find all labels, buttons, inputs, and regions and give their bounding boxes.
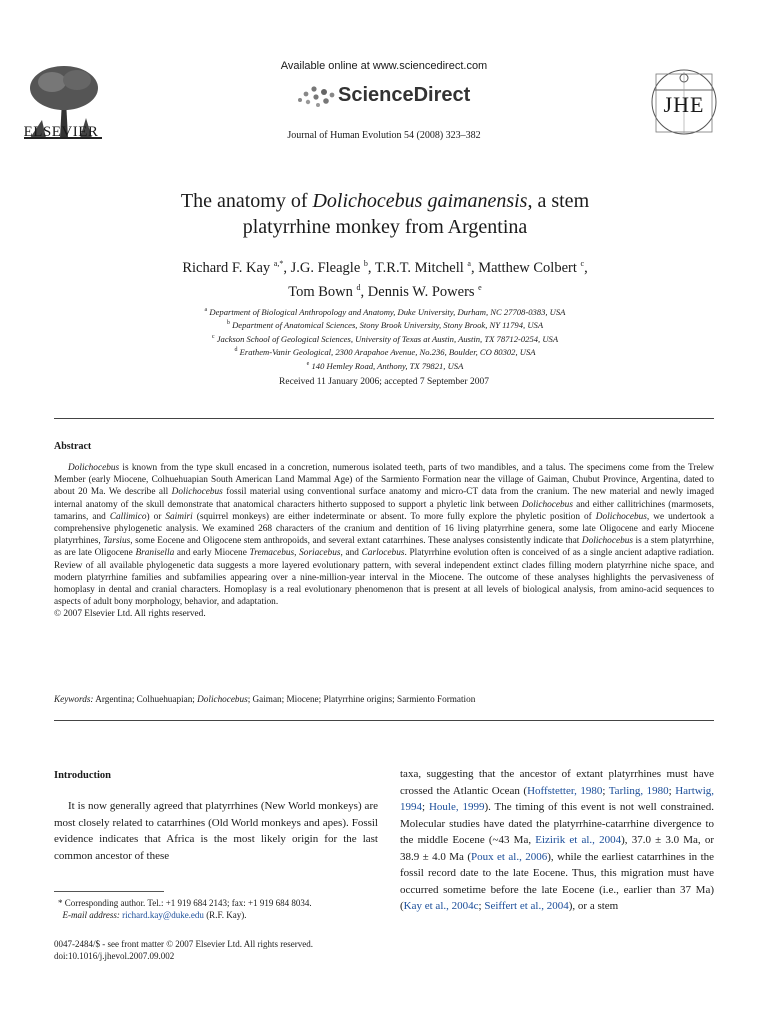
- taxon-name: Dolichocebus: [595, 511, 647, 522]
- abstract-text: ,: [294, 548, 300, 559]
- section-heading-introduction: Introduction: [54, 770, 111, 781]
- abstract-text: ) or: [146, 511, 166, 522]
- intro-text: ). The timing of this event is not well constrained. Molecular studies have dated the platyrrhine-catarrhine divergence to the middle Eocene (~43 Ma,: [400, 801, 715, 846]
- affiliation: $^e$ 140 Hemley Road, Anthony, TX 79821, USA: [306, 360, 464, 371]
- affiliation: $^c$ Jackson School of Geological Sciences, University of Texas at Austin, Austin, TX 78712-0254, USA: [211, 333, 559, 344]
- taxon-name: Saimiri: [165, 511, 193, 522]
- citation-link[interactable]: Hoffstetter, 1980: [527, 784, 603, 797]
- taxon-name: Dolichocebus: [521, 499, 573, 510]
- citation-link[interactable]: Kay et al., 2004c: [403, 900, 479, 912]
- affiliation: $^b$ Department of Anatomical Sciences, Stony Brook University, Stony Brook, NY 11794, USA: [226, 320, 544, 331]
- email-link[interactable]: richard.kay@duke.edu: [122, 910, 204, 920]
- intro-text: taxa, suggesting that the ancestor of extant platyrrhines must have crossed the Atlantic Ocean (: [400, 768, 714, 797]
- abstract-text: is known from the type skull encased in a concretion, numerous isolated teeth, parts of two mandibles, and a talus. The specimens come from the Trelew Member (early Miocene, Colhuehuapian South American Land Mammal Age) of the Sarmiento Formation near the village of Gaiman, Chubut Province, Argentina, dated to about 20 Ma. We describe all: [54, 463, 714, 498]
- abstract-text: and either callitrichines (marmosets, tamarins, and: [54, 499, 714, 522]
- affiliations: [100, 305, 670, 372]
- taxon-name: Branisella: [135, 548, 175, 559]
- author-name[interactable]: Richard F. Kay: [182, 260, 271, 276]
- author-name[interactable]: Dennis W. Powers: [367, 284, 475, 300]
- taxon-name: Tarsius: [103, 536, 131, 547]
- taxon-name: Dolichocebus: [581, 536, 633, 547]
- abstract-text: (squirrel monkeys) are either indeterminate or absent. To more fully explore the phyletic position of: [192, 511, 596, 522]
- intro-text: ;: [422, 801, 429, 813]
- abstract-text: , we undertook a comprehensive phylogenetic analysis. We examined 268 characters of the cranium and dentition of 16 living platyrrhine genera, some late Oligocene and early Miocene platyrrhines,: [54, 511, 714, 547]
- journal-logo-text: JHE: [663, 92, 705, 117]
- abstract-paragraph: [54, 462, 714, 608]
- intro-paragraph: It is now generally agreed that platyrrhines (New World monkeys) are most closely related to catarrhines (Old World monkeys and apes). Fossil evidence indicates that Africa is the most likely origin for the last common ancestor of these: [54, 800, 378, 862]
- citation-link[interactable]: Hartwig, 1994: [400, 784, 714, 813]
- taxon-name: Tremacebus: [249, 548, 295, 559]
- journal-citation: Journal of Human Evolution 54 (2008) 323–382: [287, 130, 481, 141]
- divider: [54, 418, 714, 419]
- intro-right-column: [400, 766, 714, 915]
- abstract-text: fossil material using conventional surface anatomy and micro-CT data from the cranium. The new material and newly imaged internal anatomy of the skull demonstrate that anatomical characters hitherto supposed to support a phyletic link between: [54, 487, 714, 510]
- keywords: Keywords: Argentina; Colhuehuapian; Dolichocebus; Gaiman; Miocene; Platyrrhine origins; Sarmiento Formation: [54, 694, 476, 704]
- received-dates: Received 11 January 2006; accepted 7 September 2007: [279, 377, 489, 387]
- intro-text: ;: [478, 900, 485, 912]
- intro-text: ), while the earliest catarrhines in the fossil record date to the late Eocene. Thus, this migration must have occurred sometime before the late Eocene (i.e., earlier than 37 Ma) (: [400, 850, 715, 912]
- abstract-heading: Abstract: [54, 441, 92, 452]
- intro-paragraph: [400, 766, 714, 915]
- article-title: The anatomy of Dolichocebus gaimanensis, a stem platyrrhine monkey from Argentina: [180, 190, 590, 238]
- taxon-name: Carlocebus: [361, 548, 405, 559]
- taxon-name: Callimico: [109, 511, 147, 522]
- citation-link[interactable]: Seiffert et al., 2004: [484, 900, 569, 912]
- abstract-text: , and: [340, 548, 362, 559]
- abstract-text: is a stem platyrrhine, as are late Oligocene: [54, 536, 714, 559]
- footnote-rule: [54, 891, 164, 892]
- intro-text: ), or a stem: [568, 900, 619, 912]
- abstract-text: , some Eocene and Oligocene stem anthropoids, and several extant catarrhines. These analyses consistently indicate that: [130, 536, 582, 547]
- corresponding-footnote: * Corresponding author. Tel.: +1 919 684 2143; fax: +1 919 684 8034. E-mail address: richard.kay@duke.edu (R.F. Kay).: [58, 898, 312, 920]
- affiliation: $^a$ Department of Biological Anthropology and Anatomy, Duke University, Durham, NC 27708-0383, USA: [204, 307, 566, 317]
- author-name[interactable]: Tom Bown: [288, 284, 353, 300]
- abstract-body: [54, 462, 714, 621]
- divider: [54, 720, 714, 721]
- sciencedirect-brand: ScienceDirect: [338, 84, 471, 106]
- taxon-name: Dolichocebus: [68, 463, 120, 473]
- citation-link[interactable]: Houle, 1999: [428, 801, 485, 813]
- author-name[interactable]: J.G. Fleagle: [290, 260, 361, 276]
- taxon-name: Dolichocebus: [171, 487, 223, 498]
- abstract-text: and early Miocene: [174, 548, 250, 559]
- abstract-text: . Platyrrhine evolution often is conceived of as a single ancient adaptive radiation. Review of all available phylogenetic data suggests a more layered evolutionary pattern, with several independent extinct clades filling modern platyrrhine niche space, and modern platyrrhine families and subfamilies appearing over a nine-million-year interval in the Miocene. The outcome of these analyses highlights the pervasiveness of homoplasy in dental and cranial characters. Homoplasy is a real evolutionary phenomenon that is present at all levels of biological analysis, from amino-acid sequences to aspects of adult bony morphology, behavior, and adaptation.: [54, 548, 715, 608]
- citation-link[interactable]: Tarling, 1980: [608, 784, 669, 797]
- citation-link[interactable]: Eizirik et al., 2004: [535, 834, 622, 846]
- intro-left-column: [54, 798, 378, 864]
- author-list: Richard F. Kay $^{a,*}$, J.G. Fleagle $^b$, T.R.T. Mitchell $^a$, Matthew Colbert $^c$, Tom Bown $^d$, Dennis W. Powers $^e$: [182, 259, 588, 300]
- author-name[interactable]: T.R.T. Mitchell: [374, 260, 464, 276]
- citation-link[interactable]: Poux et al., 2006: [471, 850, 548, 863]
- intro-text: ;: [602, 784, 609, 797]
- intro-text: ), 37.0 ± 3.0 Ma, or 38.9 ± 4.0 Ma (: [400, 834, 715, 863]
- taxon-name: Soriacebus: [299, 548, 341, 559]
- publisher-name: ELSEVIER: [23, 124, 99, 140]
- affiliation: $^d$ Erathem-Vanir Geological, 2300 Arapahoe Avenue, No.236, Boulder, CO 80302, USA: [234, 347, 536, 358]
- intro-text: ;: [668, 784, 676, 797]
- abstract-copyright: © 2007 Elsevier Ltd. All rights reserved.: [54, 609, 206, 620]
- author-name[interactable]: Matthew Colbert: [478, 260, 577, 276]
- front-matter: 0047-2484/$ - see front matter © 2007 Elsevier Ltd. All rights reserved. doi:10.1016/j.jhevol.2007.09.002: [54, 939, 314, 961]
- available-online-text: Available online at www.sciencedirect.com: [280, 60, 488, 72]
